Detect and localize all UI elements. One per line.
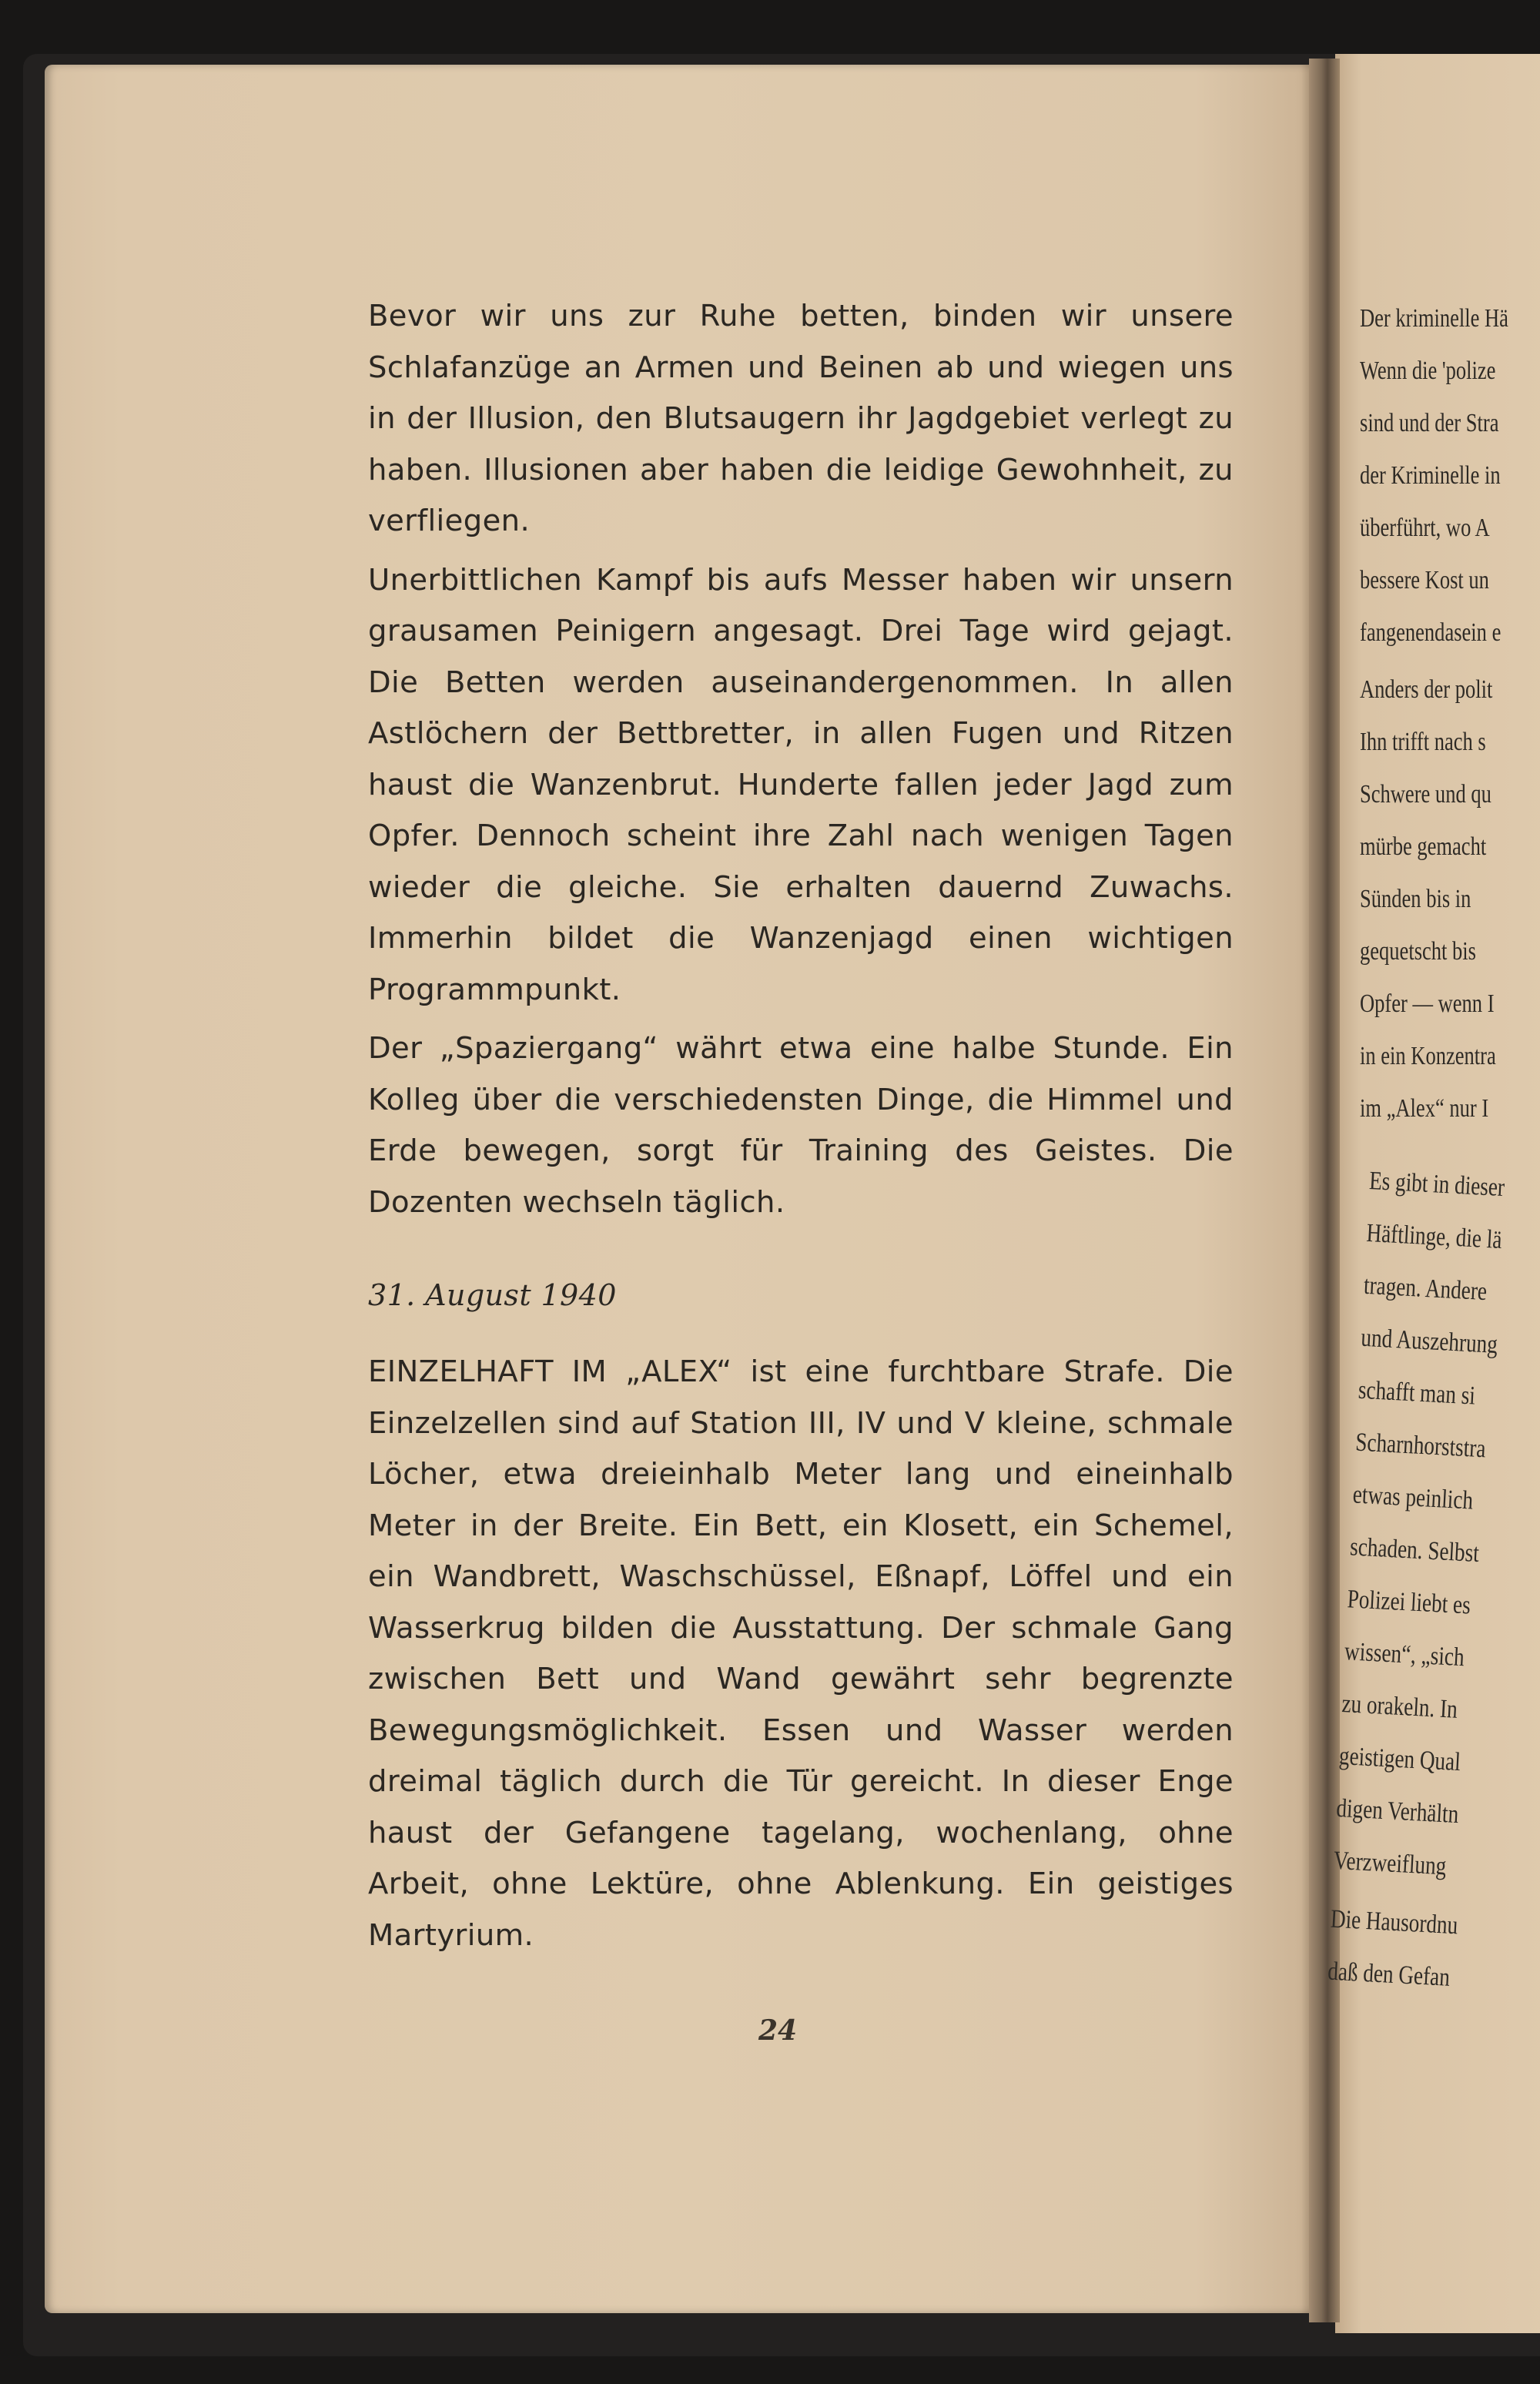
right-line: schaden. Selbst: [1349, 1532, 1480, 1569]
date-heading: 31. August 1940: [368, 1278, 617, 1312]
paragraph-walk: Der „Spaziergang“ währt etwa eine halbe Stunde. Ein Kolleg über die verschiedensten Dinge, die Himmel und Erde bewegen, sorgt für Training des Geistes. Die Dozenten wechseln täglich.: [368, 1031, 1234, 1220]
right-line: Anders der polit: [1360, 675, 1493, 704]
right-line: im „Alex“ nur I: [1360, 1094, 1489, 1123]
right-line: etwas peinlich: [1351, 1480, 1474, 1515]
right-line: daß den Gefan: [1327, 1957, 1451, 1992]
right-line: mürbe gemacht: [1360, 832, 1487, 861]
right-line: Ihn trifft nach s: [1360, 728, 1486, 756]
right-line: bessere Kost un: [1360, 566, 1489, 594]
right-line: überführt, wo A: [1360, 514, 1490, 542]
right-line: tragen. Andere: [1363, 1271, 1488, 1307]
paragraph-bedbug-hunt: Unerbittlichen Kampf bis aufs Messer haben wir unsern grausamen Peinigern angesagt. Drei Tage wird gejagt. Die Betten werden auseinandergenommen. In allen Astlöchern der Bettbretter, in allen Fugen und Ritzen haust die Wanzenbrut. Hunderte fallen jeder Jagd zum Opfer. Dennoch scheint ihre Zahl nach wenigen Tagen wieder die gleiche. Sie erhalten dauernd Zuwachs. Immerhin bildet die Wanzenjagd einen wichtigen Programmpunkt.: [368, 562, 1234, 1007]
right-line: sind und der Stra: [1360, 409, 1499, 437]
right-line: zu orakeln. In: [1341, 1689, 1458, 1724]
right-line: und Auszehrung: [1360, 1323, 1498, 1359]
right-line: Sünden bis in: [1360, 885, 1471, 913]
right-line: gequetscht bis: [1360, 937, 1476, 966]
right-line: schafft man si: [1358, 1375, 1476, 1411]
right-line: Polizei liebt es: [1346, 1585, 1471, 1620]
right-line: geistigen Qual: [1338, 1741, 1461, 1777]
right-line: Opfer — wenn I: [1360, 989, 1495, 1018]
page-number: 24: [758, 2014, 798, 2047]
right-line: Verzweiflung: [1333, 1846, 1448, 1881]
paragraph-solitary: EINZELHAFT IM „ALEX“ ist eine furchtbare Strafe. Die Einzelzellen sind auf Station III, IV und V kleine, schmale Löcher, etwa dreieinhalb Meter lang und eineinhalb Meter in der Breite. Ein Bett, ein Klosett, ein Schemel, ein Wandbrett, Waschschüssel, Eßnapf, Löffel und ein Wasserkrug bilden die Ausstattung. Der schmale Gang zwischen Bett und Wand gewährt sehr begrenzte Bewegungsmöglichkeit. Essen und Wasser werden dreimal täglich durch die Tür gereicht. In dieser Enge haust der Gefangene tagelang, wochenlang, ohne Arbeit, ohne Lektüre, ohne Ablenkung. Ein geistiges Martyrium.: [368, 1354, 1234, 1953]
right-line: wissen“, „sich: [1344, 1637, 1465, 1672]
right-line: der Kriminelle in: [1360, 461, 1501, 490]
right-line: Scharnhorststra: [1354, 1428, 1487, 1464]
right-line: digen Verhältn: [1335, 1793, 1460, 1830]
right-line: Wenn die 'polize: [1360, 357, 1496, 385]
right-line: Der kriminelle Hä: [1360, 304, 1508, 333]
right-page-text-upper: [1360, 293, 1510, 1135]
right-line: Die Hausordnu: [1330, 1904, 1459, 1940]
right-line: Schwere und qu: [1360, 780, 1491, 809]
right-line: Es gibt in dieser: [1368, 1166, 1505, 1203]
right-line: in ein Konzentra: [1360, 1042, 1496, 1070]
right-line: Häftlinge, die lä: [1365, 1218, 1503, 1255]
left-page-text: [368, 291, 1234, 1961]
paragraph-bedtime: Bevor wir uns zur Ruhe betten, binden wir unsere Schlafanzüge an Armen und Beinen ab und wiegen uns in der Illusion, den Blutsaugern ihr Jagdgebiet verlegt zu haben. Illusionen aber haben die leidige Gewohnheit, zu verfliegen.: [368, 299, 1234, 538]
right-line: fangenendasein e: [1360, 618, 1502, 647]
